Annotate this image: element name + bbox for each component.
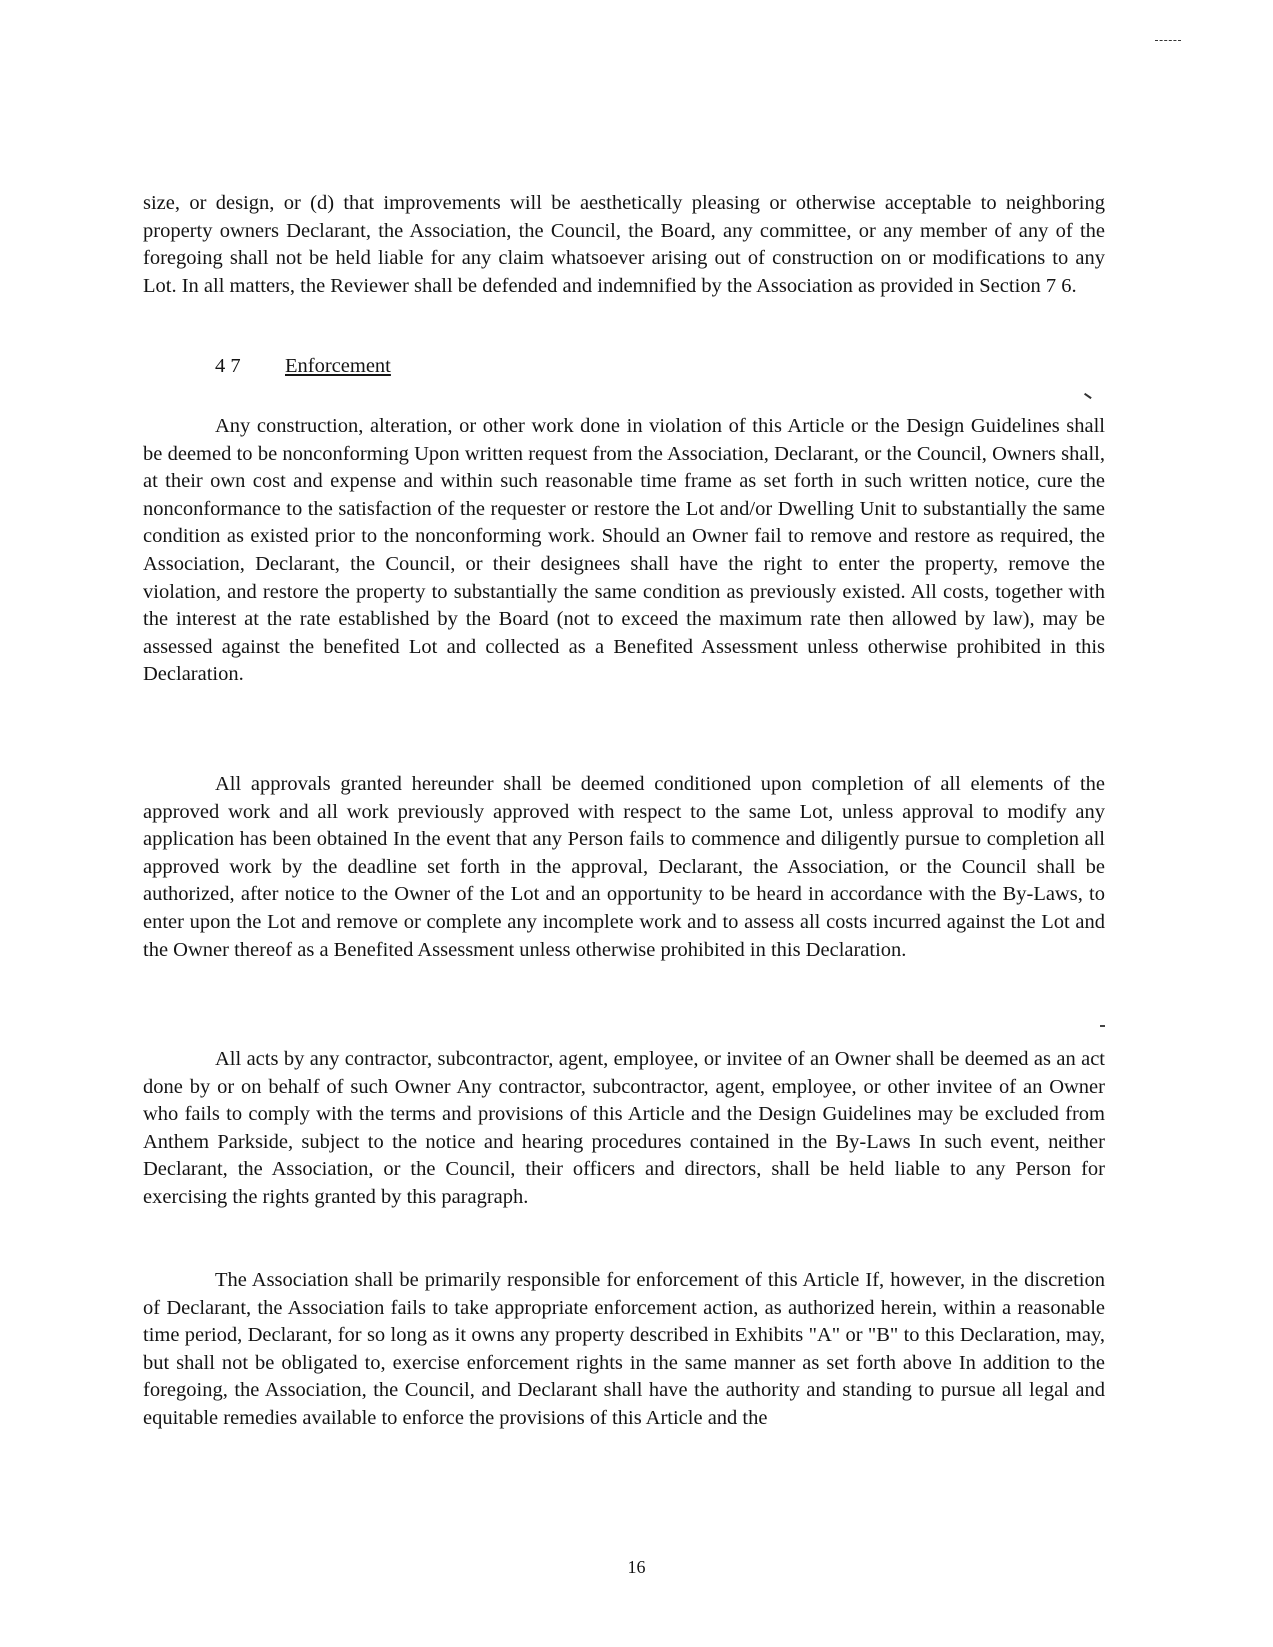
page-number: 16 xyxy=(627,1557,646,1577)
scan-mark xyxy=(1084,393,1091,399)
section-number: 4 7 xyxy=(215,355,241,377)
section-heading xyxy=(215,353,391,380)
paragraph-association-enforcement: The Association shall be primarily responsible for enforcement of this Article If, however, in the discretion of Declarant, the Association fails to take appropriate enforcement action, as authorized herein, within a reasonable time period, Declarant, for so long as it owns any property described in Exhibits "A" or "B" to this Declaration, may, but shall not be obligated to, exercise enforcement rights in the same manner as set forth above In addition to the foregoing, the Association, the Council, and Declarant shall have the authority and standing to pursue all legal and equitable remedies available to enforce the provisions of this Article and the xyxy=(143,1269,1105,1429)
paragraph-approvals-conditioned: All approvals granted hereunder shall be deemed conditioned upon completion of all elements of the approved work and all work previously approved with respect to the same Lot, unless approval to modify any application has been obtained In the event that any Person fails to commence and diligently pursue to completion all approved work by the deadline set forth in the approval, Declarant, the Association, or the Council shall be authorized, after notice to the Owner of the Lot and an opportunity to be heard in accordance with the By-Laws, to enter upon the Lot and remove or complete any incomplete work and to assess all costs incurred against the Lot and the Owner thereof as a Benefited Assessment unless otherwise prohibited in this Declaration. xyxy=(143,773,1105,961)
paragraph-contractor-acts: All acts by any contractor, subcontractor, agent, employee, or invitee of an Owner shall be deemed as an act done by or on behalf of such Owner Any contractor, subcontractor, agent, employee, or other invitee of an Owner who fails to comply with the terms and provisions of this Article and the Design Guidelines may be excluded from Anthem Parkside, subject to the notice and hearing procedures contained in the By-Laws In such event, neither Declarant, the Association, or the Council, their officers and directors, shall be held liable to any Person for exercising the rights granted by this paragraph. xyxy=(143,1048,1105,1208)
scan-mark xyxy=(1155,40,1181,41)
paragraph-nonconforming-work: Any construction, alteration, or other work done in violation of this Article or the Design Guidelines shall be deemed to be nonconforming Upon written request from the Association, Declarant, or the Council, Owners shall, at their own cost and expense and within such reasonable time frame as set forth in such written notice, cure the nonconformance to the satisfaction of the requester or restore the Lot and/or Dwelling Unit to substantially the same condition as existed prior to the nonconforming work. Should an Owner fail to remove and restore as required, the Association, Declarant, the Council, or their designees shall have the right to enter the property, remove the violation, and restore the property to substantially the same condition as previously existed. All costs, together with the interest at the rate established by the Board (not to exceed the maximum rate then allowed by law), may be assessed against the benefited Lot and collected as a Benefited Assessment unless otherwise prohibited in this Declaration. xyxy=(143,415,1105,686)
section-title: Enforcement xyxy=(285,355,391,377)
scan-mark xyxy=(1100,1025,1105,1027)
paragraph-continuation: size, or design, or (d) that improvements will be aesthetically pleasing or otherwise acceptable to neighboring property owners Declarant, the Association, the Council, the Board, any committee, or any member of any of the foregoing shall not be held liable for any claim whatsoever arising out of construction on or modifications to any Lot. In all matters, the Reviewer shall be defended and indemnified by the Association as provided in Section 7 6. xyxy=(143,192,1105,297)
